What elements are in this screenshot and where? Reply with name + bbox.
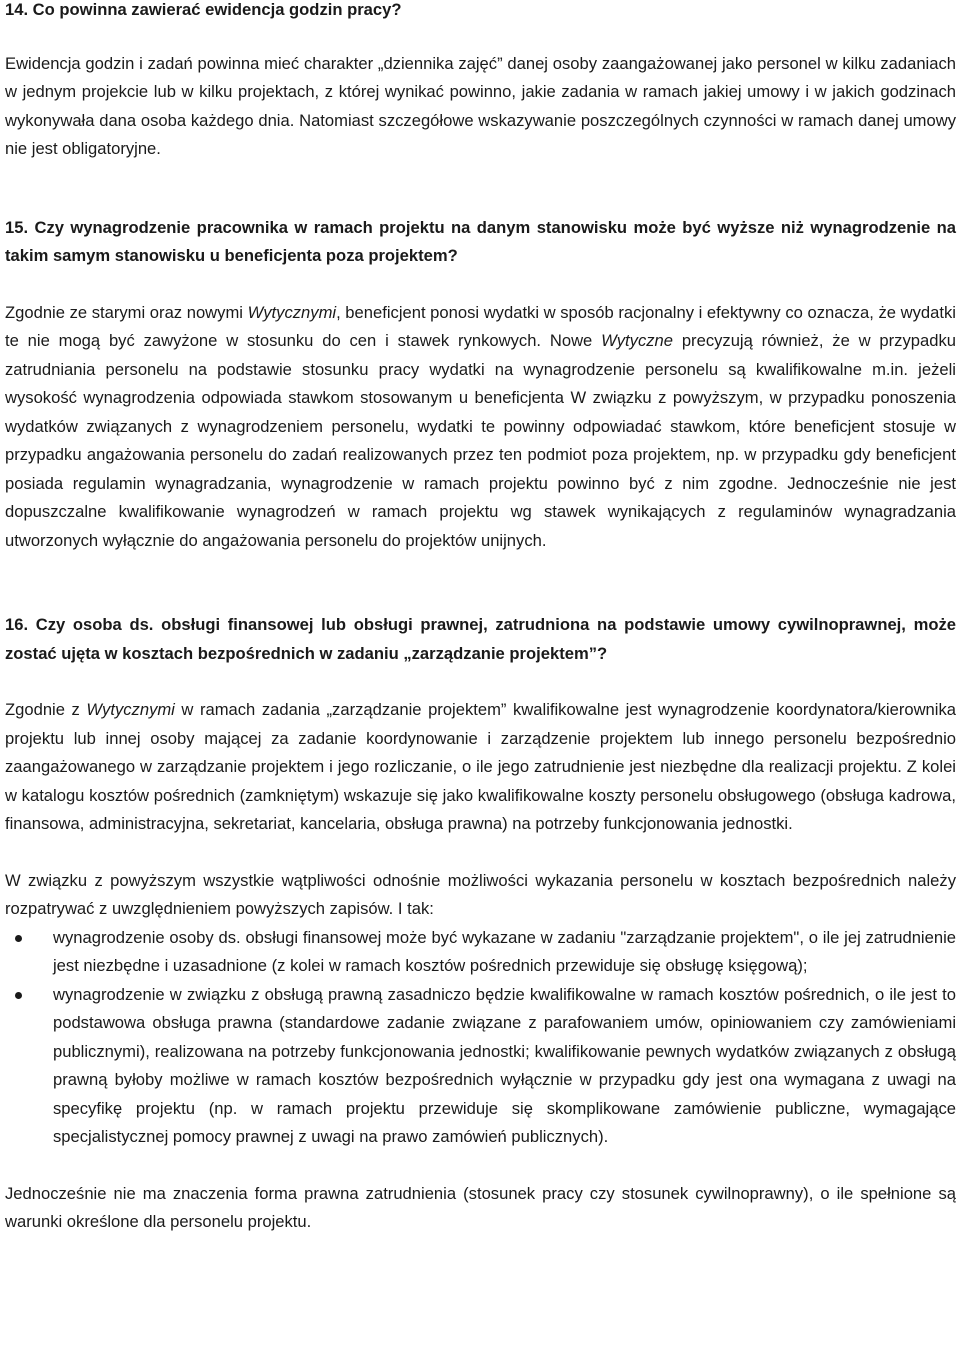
q16-paragraph-2: W związku z powyższym wszystkie wątpliwości odnośnie możliwości wykazania personelu w kosztach bezpośrednich należy rozpatrywać z uwzględnieniem powyższych zapisów. I tak:: [5, 870, 956, 918]
q15-body-part-3: precyzują również, że w przypadku zatrudniania personelu na podstawie stosunku pracy wydatki na wynagrodzenie personelu są kwalifikowalne m.in. jeżeli wysokość wynagrodzenia odpowiada stawkom stosowanym u beneficjenta W związku z powyższym, w przypadku ponoszenia wydatków związanych z wynagrodzeniem personelu, wydatki te powinny odpowiadać stawkom, które beneficjent stosuje w przypadku angażowania personelu do zadań realizowanych przez ten podmiot poza projektem, np. w przypadku gdy beneficjent posiada regulamin wynagradzania, wynagrodzenie w ramach projektu powinno być z nim zgodne. Jednocześnie nie jest dopuszczalne kwalifikowanie wynagrodzeń w ramach projektu wg stawek wynikających z regulaminów wynagradzania utworzonych wyłącznie do angażowania personelu do projektów unijnych.: [5, 331, 956, 550]
q16-paragraph-3: Jednocześnie nie ma znaczenia forma prawna zatrudnienia (stosunek pracy czy stosunek cywilnoprawny), o ile spełnione są warunki określone dla personelu projektu.: [5, 1183, 956, 1231]
list-item: [5, 981, 956, 1152]
q16-paragraph-1: [5, 696, 956, 839]
q16-p1-part-1: Zgodnie z: [5, 700, 87, 719]
bullet-icon: [15, 981, 31, 1010]
q15-body-part-1: Zgodnie ze starymi oraz nowymi: [5, 302, 248, 322]
q16-bullet-list: [5, 924, 956, 1152]
bullet-icon: [15, 924, 31, 953]
q15-heading: 15. Czy wynagrodzenie pracownika w ramach projektu na danym stanowisku może być wyższe niż wynagrodzenie na takim samym stanowisku u beneficjenta poza projektem?: [5, 217, 956, 265]
q16-p1-part-2: w ramach zadania „zarządzanie projektem” kwalifikowalne jest wynagrodzenie koordynatora/kierownika projektu lub innej osoby mającej za zadanie koordynowanie i zarządzenie projektem lub innego personelu bezpośrednio zaangażowanego w zarządzanie projektem i jego rozliczanie, o ile jego zatrudnienie jest niezbędne dla realizacji projektu. Z kolei w katalogu kosztów pośrednich (zamkniętym) wskazuje się jako kwalifikowalne koszty personelu obsługowego (obsługa kadrowa, finansowa, administracyjna, sekretariat, kancelaria, obsługa prawna) na potrzeby funkcjonowania jednostki.: [5, 700, 957, 833]
q16-heading: 16. Czy osoba ds. obsługi finansowej lub obsługi prawnej, zatrudniona na podstawie umowy cywilnoprawnej, może zostać ujęta w kosztach bezpośrednich w zadaniu „zarządzanie projektem”?: [5, 615, 956, 663]
q14-body: Ewidencja godzin i zadań powinna mieć charakter „dziennika zajęć” danej osoby zaangażowanej jako personel w kilku zadaniach w jednym projekcie lub w kilku projektach, z której wynikać powinno, jakie zadania w ramach jakiej umowy i w jakich godzinach wykonywała dana osoba każdego dnia. Natomiast szczegółowe wskazywanie poszczególnych czynności w ramach danej umowy nie jest obligatoryjne.: [5, 53, 956, 158]
q14-heading: 14. Co powinna zawierać ewidencja godzin pracy?: [5, 0, 402, 19]
q16-p1-emphasis: Wytycznymi: [86, 700, 175, 719]
list-item-text: wynagrodzenie osoby ds. obsługi finansowej może być wykazane w zadaniu "zarządzanie projektem", o ile jej zatrudnienie jest niezbędne i uzasadnione (z kolei w ramach kosztów pośrednich przewiduje się obsługę księgową);: [53, 927, 956, 975]
list-item-text: wynagrodzenie w związku z obsługą prawną zasadniczo będzie kwalifikowalne w ramach kosztów pośrednich, o ile jest to podstawowa obsługa prawna (standardowe zadanie związane z parafowaniem umów, opiniowaniem czy zamówieniami publicznymi), realizowana na potrzeby funkcjonowania jednostki; kwalifikowanie pewnych wydatków związanych z obsługą prawną byłoby możliwe w ramach kosztów bezpośrednich wyłącznie w przypadku gdy jest ona wymagana z uwagi na specyfikę projektu (np. w ramach projektu przewiduje się skomplikowane zamówienie publiczne, wymagające specjalistycznej pomocy prawnej z uwagi na prawo zamówień publicznych).: [53, 984, 956, 1146]
q15-body-emphasis-2: Wytyczne: [601, 331, 674, 350]
list-item: [5, 924, 956, 981]
q15-body-part-2: , beneficjent ponosi wydatki w sposób racjonalny i efektywny co oznacza, że wydatki te nie mogą być zawyżone w stosunku do cen i stawek rynkowych. Nowe: [5, 302, 956, 350]
q15-body-emphasis-1: Wytycznymi: [247, 302, 337, 322]
q15-body: [5, 299, 956, 556]
